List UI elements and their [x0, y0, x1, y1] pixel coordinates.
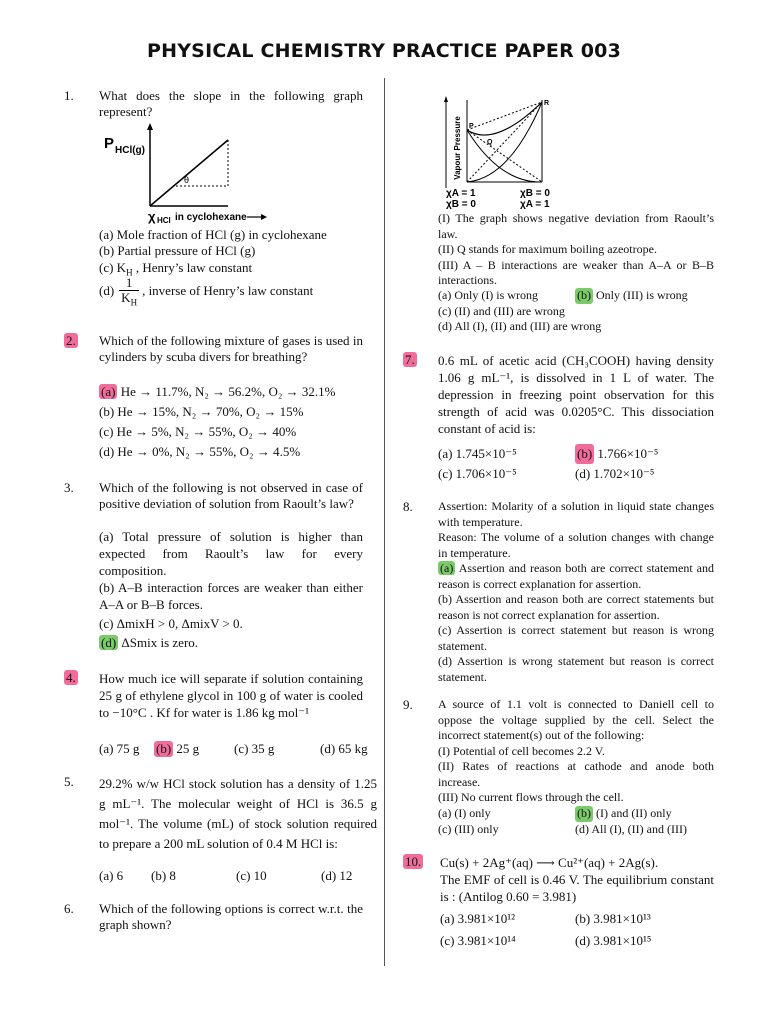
question-number: 1. [64, 88, 74, 103]
q2-option-a[interactable]: (a) He → 11.7%, N₂ → 56.2%, O₂ → 32.1% [101, 384, 336, 399]
answer-highlight: (d) [101, 635, 117, 650]
answer-highlight: (a) [101, 384, 116, 399]
q1-option-c-sub: H [126, 267, 133, 278]
page-title: PHYSICAL CHEMISTRY PRACTICE PAPER 003 [147, 40, 621, 62]
q8-assertion: Assertion: Molarity of a solution in liquid state changes with temperature. [438, 499, 714, 529]
q6-statement-3: (III) A – B interactions are weaker than A–A or B–B interactions. [438, 257, 714, 287]
q8-reason: Reason: The volume of a solution changes with change in temperature. [438, 530, 714, 560]
q1-option-c-text: , Henry’s law constant [132, 260, 253, 275]
graph2-x-right-2: χA = 1 [520, 199, 550, 210]
q8-option-a[interactable]: (a) Assertion and reason both are correct statement and reason is correct explanation for assertion. [438, 561, 714, 591]
q9-statement-2: (II) Rates of reactions at cathode and anode both increase. [438, 759, 714, 789]
q9-option-a[interactable]: (a) (I) only [438, 806, 491, 820]
q7-option-b[interactable]: (b) 1.766×10⁻⁵ [575, 444, 658, 464]
point-r-label: R [544, 100, 550, 107]
question-4-text: How much ice will separate if solution containing 25 g of ethylene glycol in 100 g of water is cooled to −10°C . Kf for water is 1.86 kg mol⁻¹ [99, 671, 363, 720]
q6-option-c[interactable]: (c) (II) and (III) are wrong [438, 303, 565, 318]
column-divider [384, 78, 385, 966]
graph1-y-label: P [104, 135, 115, 152]
point-p-label: P [469, 123, 474, 130]
q2-option-d[interactable]: (d) He → 0%, N₂ → 55%, O₂ → 4.5% [99, 444, 301, 459]
q4-option-c[interactable]: (c) 35 g [234, 741, 275, 756]
q1-option-b[interactable]: (b) Partial pressure of HCl (g) [99, 243, 256, 258]
question-number: 6. [64, 901, 74, 916]
question-7-text: 0.6 mL of acetic acid (CH₃COOH) having density 1.06 g mL⁻¹, is dissolved in 1 L of water. The depression in freezing point observation for this strength of acid was 0.0205°C. This dissociation constant of acid is: [438, 353, 714, 436]
q6-option-b[interactable]: (b) Only (III) is wrong [577, 288, 688, 302]
q4-option-d[interactable]: (d) 65 kg [320, 741, 368, 756]
question-5-text: 29.2% w/w HCl stock solution has a density of 1.25 g mL⁻¹. The molecular weight of HCl is 36.5 g mol⁻¹. The volume (mL) of stock solution required to prepare a 200 mL solution of 0.4 M HCl is: [99, 776, 377, 851]
graph1-y-sub: HCl(g) [115, 145, 145, 156]
q5-option-c[interactable]: (c) 10 [236, 868, 267, 883]
graph1-x-label: χ [148, 209, 156, 224]
q9-option-c[interactable]: (c) (III) only [438, 821, 499, 836]
question-6-text: Which of the following options is correct w.r.t. the graph shown? [99, 901, 363, 932]
question-number: 8. [403, 499, 413, 514]
question-number: 10. [405, 854, 422, 869]
q4-option-a[interactable]: (a) 75 g [99, 741, 140, 756]
q6-statement-1: (I) The graph shows negative deviation from Raoult’s law. [438, 211, 714, 241]
question-2-text: Which of the following mixture of gases is used in cylinders by scuba divers for breathing? [99, 333, 363, 364]
graph1-angle: θ [184, 175, 190, 185]
q7-option-d[interactable]: (d) 1.702×10⁻⁵ [575, 466, 655, 481]
q1-fraction [119, 275, 139, 308]
question-number: 3. [64, 480, 74, 495]
question-number: 7. [405, 352, 415, 367]
question-number: 9. [403, 697, 413, 712]
graph1-x-suffix: in cyclohexane [175, 212, 247, 223]
graph2-y-label: Vapour Pressure [453, 116, 462, 180]
vapour-pressure-graph [440, 88, 560, 210]
question-number: 5. [64, 774, 74, 789]
q7-option-a[interactable]: (a) 1.745×10⁻⁵ [438, 446, 517, 461]
q3-option-a[interactable]: (a) Total pressure of solution is higher than expected from Raoult’s law for every composition. [99, 529, 363, 578]
q6-option-a[interactable]: (a) Only (I) is wrong [438, 288, 538, 302]
q2-option-b[interactable]: (b) He → 15%, N₂ → 70%, O₂ → 15% [99, 404, 304, 419]
graph2-x-left-1: χA = 1 [446, 188, 476, 199]
answer-highlight: (b) [577, 288, 591, 302]
question-number: 4. [66, 670, 76, 685]
q5-option-d[interactable]: (d) 12 [321, 868, 353, 883]
fraction-numerator: 1 [125, 275, 133, 290]
q10-option-c[interactable]: (c) 3.981×10¹⁴ [440, 933, 516, 948]
graph1-x-sub: HCl [157, 216, 171, 225]
q6-statement-2: (II) Q stands for maximum boiling azeotrope. [438, 242, 657, 256]
answer-highlight: (a) [440, 561, 454, 575]
question-3-text: Which of the following is not observed in case of positive deviation of solution from Raoult’s law? [99, 480, 363, 511]
q5-option-a[interactable]: (a) 6 [99, 868, 124, 883]
q10-reaction: Cu(s) + 2Ag⁺(aq) ⟶ Cu²⁺(aq) + 2Ag(s). [440, 855, 659, 870]
q10-text: The EMF of cell is 0.46 V. The equilibrium constant is : (Antilog 0.60 = 3.981) [440, 872, 714, 904]
answer-highlight: (b) [575, 444, 594, 464]
q3-option-b[interactable]: (b) A–B interaction forces are weaker than either A–A or B–B forces. [99, 580, 363, 612]
q8-option-d[interactable]: (d) Assertion is wrong statement but reason is correct statement. [438, 654, 714, 684]
q1-option-c[interactable] [99, 260, 369, 276]
q3-option-c[interactable]: (c) ΔmixH > 0, ΔmixV > 0. [99, 616, 243, 631]
answer-highlight: (b) [577, 806, 591, 820]
q4-option-b[interactable]: (b) 25 g [156, 741, 200, 756]
q1-option-d[interactable] [99, 275, 369, 308]
q1-option-a[interactable]: (a) Mole fraction of HCl (g) in cyclohexane [99, 227, 327, 242]
q10-option-b[interactable]: (b) 3.981×10¹³ [575, 911, 651, 926]
henry-law-graph [100, 120, 275, 225]
graph2-x-right-1: χB = 0 [520, 188, 550, 199]
q1-option-c-prefix: (c) K [99, 260, 127, 275]
graph2-x-left-2: χB = 0 [446, 199, 476, 210]
q9-option-b[interactable]: (b) (I) and (II) only [577, 806, 672, 820]
q2-option-c[interactable]: (c) He → 5%, N₂ → 55%, O₂ → 40% [99, 424, 297, 439]
q5-option-b[interactable]: (b) 8 [151, 868, 176, 883]
q10-option-a[interactable]: (a) 3.981×10¹² [440, 911, 516, 926]
fraction-denominator: $K_H$ [121, 290, 138, 308]
q8-option-b[interactable]: (b) Assertion and reason both are correct statements but reason is not correct explanation for assertion. [438, 592, 714, 622]
q9-statement-3: (III) No current flows through the cell. [438, 790, 624, 804]
q9-option-d[interactable]: (d) All (I), (II) and (III) [575, 821, 687, 836]
q10-option-d[interactable]: (d) 3.981×10¹⁵ [575, 933, 652, 948]
point-q-label: Q [487, 139, 493, 146]
q7-option-c[interactable]: (c) 1.706×10⁻⁵ [438, 466, 517, 481]
q9-text: A source of 1.1 volt is connected to Daniell cell to oppose the voltage supplied by the cell. Select the incorrect statement(s) out of the following: [438, 697, 714, 742]
q3-option-d[interactable]: (d) ΔSmix is zero. [101, 635, 199, 650]
question-1-text: What does the slope in the following graph represent? [99, 88, 363, 119]
q8-option-c[interactable]: (c) Assertion is correct statement but reason is wrong statement. [438, 623, 714, 653]
q6-option-d[interactable]: (d) All (I), (II) and (III) are wrong [438, 319, 602, 333]
answer-highlight: (b) [156, 741, 172, 756]
question-number: 2. [66, 333, 76, 348]
q1-option-d-text: , inverse of Henry’s law constant [142, 282, 314, 298]
q1-option-d-label: (d) [99, 282, 115, 298]
q9-statement-1: (I) Potential of cell becomes 2.2 V. [438, 743, 605, 758]
